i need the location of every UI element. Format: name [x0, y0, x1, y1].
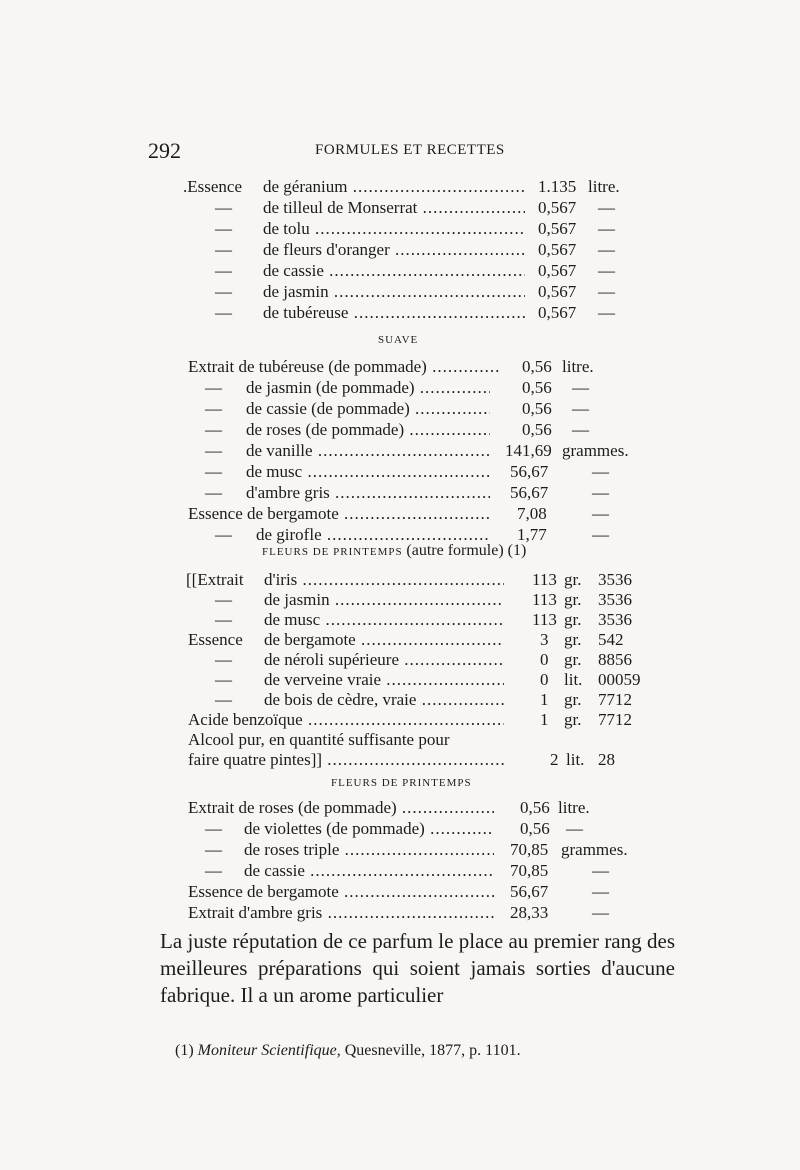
row-label: de roses (de pommade) .....	[246, 420, 490, 440]
row-prefix: —	[205, 819, 222, 838]
row-label: de vanille .....	[246, 441, 490, 461]
row-label: d'iris .....	[264, 570, 504, 590]
row-quantity: 113	[532, 590, 557, 609]
row-unit: litre.	[562, 357, 594, 376]
row-unit: —	[598, 303, 615, 322]
row-quantity: 7,08	[517, 504, 547, 523]
row-unit: gr.	[564, 610, 582, 629]
row-quantity: 56,67	[510, 462, 549, 481]
recipe-row	[0, 610, 800, 630]
recipe-row	[0, 819, 800, 839]
section-title-fleurs: FLEURS DE PRINTEMPS	[331, 777, 472, 789]
recipe-row	[0, 198, 800, 218]
row-label: de tubéreuse .....	[263, 303, 525, 323]
row-unit: —	[592, 903, 609, 922]
recipe-row	[0, 861, 800, 881]
row-prefix: —	[215, 670, 232, 689]
row-label: de bois de cèdre, vraie .....	[264, 690, 504, 710]
row-prefix: —	[215, 240, 232, 259]
row-quantity: 0,567	[538, 240, 577, 259]
row-unit: —	[572, 420, 589, 439]
recipe-row	[0, 903, 800, 923]
row-quantity: 70,85	[510, 861, 549, 880]
row-label: de fleurs d'oranger .....	[263, 240, 525, 260]
row-prefix: —	[215, 198, 232, 217]
row-unit: —	[598, 261, 615, 280]
row-label: de jasmin .....	[263, 282, 525, 302]
alcool-line-2: faire quatre pintes]] .....	[188, 750, 504, 770]
alcool-line-1: Alcool pur, en quantité suffisante pour	[188, 730, 450, 749]
row-label: de géranium .....	[263, 177, 525, 197]
row-unit: lit.	[566, 750, 585, 769]
row-prefix: —	[205, 483, 222, 502]
row-unit: —	[598, 198, 615, 217]
footnote-source: Moniteur Scientifique,	[197, 1042, 341, 1059]
row-quantity: 0,567	[538, 303, 577, 322]
row-prefix: .Essence	[183, 177, 243, 196]
row-prefix: —	[205, 441, 222, 460]
recipe-row	[0, 798, 800, 818]
row-label: Acide benzoïque .....	[188, 710, 504, 730]
row-label: de cassie (de pommade) .....	[246, 399, 490, 419]
row-prefix: Essence	[188, 630, 243, 649]
row-unit: —	[572, 399, 589, 418]
row-unit: litre.	[588, 177, 620, 196]
row-decimal: 542	[598, 630, 624, 649]
row-quantity: 0,56	[522, 399, 552, 418]
row-prefix: —	[205, 378, 222, 397]
row-unit: gr.	[564, 710, 582, 729]
row-label: de musc .....	[264, 610, 504, 630]
page-number: 292	[148, 138, 181, 163]
row-quantity: 1.135	[538, 177, 577, 196]
row-unit: —	[598, 219, 615, 238]
row-prefix: —	[205, 462, 222, 481]
row-unit: grammes.	[562, 441, 629, 460]
recipe-row	[0, 462, 800, 482]
section-title-suave: SUAVE	[378, 334, 419, 346]
row-quantity: 0	[540, 670, 549, 689]
row-prefix: —	[215, 303, 232, 322]
recipe-row	[0, 177, 800, 197]
recipe-row	[0, 840, 800, 860]
recipe-row	[0, 357, 800, 377]
row-prefix: [[Extrait	[186, 570, 244, 589]
running-title: FORMULES ET RECETTES	[315, 142, 505, 158]
row-unit: litre.	[558, 798, 590, 817]
row-label: Essence de bergamote .....	[188, 504, 490, 524]
row-label: de girofle .....	[256, 525, 490, 545]
row-quantity: 0,56	[522, 420, 552, 439]
section-title-note: (autre formule) (1)	[406, 542, 527, 559]
row-unit: —	[598, 282, 615, 301]
row-prefix: —	[215, 525, 232, 544]
row-decimal: 8856	[598, 650, 632, 669]
row-label: de néroli supérieure .....	[264, 650, 504, 670]
row-quantity: 3	[540, 630, 549, 649]
recipe-row	[0, 399, 800, 419]
row-decimal: 00059	[598, 670, 641, 689]
row-unit: gr.	[564, 690, 582, 709]
recipe-row	[0, 690, 800, 710]
row-prefix: —	[215, 650, 232, 669]
recipe-row	[0, 420, 800, 440]
recipe-row	[0, 630, 800, 650]
row-label: Extrait de roses (de pommade) .....	[188, 798, 494, 818]
row-quantity: 141,69	[505, 441, 552, 460]
row-quantity: 70,85	[510, 840, 549, 859]
row-label: Extrait d'ambre gris .....	[188, 903, 494, 923]
section-title-fleurs-autre	[262, 542, 526, 560]
row-quantity: 0,567	[538, 261, 577, 280]
recipe-row	[0, 750, 800, 770]
recipe-row	[0, 590, 800, 610]
row-label: de violettes (de pommade) .....	[244, 819, 494, 839]
row-quantity: 113	[532, 610, 557, 629]
row-label: de musc .....	[246, 462, 490, 482]
recipe-note-line	[0, 730, 800, 750]
recipe-row	[0, 710, 800, 730]
row-label: de cassie .....	[244, 861, 494, 881]
recipe-row	[0, 570, 800, 590]
row-unit: —	[592, 861, 609, 880]
row-quantity: 0	[540, 650, 549, 669]
recipe-row	[0, 650, 800, 670]
recipe-row	[0, 240, 800, 260]
row-quantity: 2	[550, 750, 559, 769]
row-label: de bergamote .....	[264, 630, 504, 650]
row-quantity: 56,67	[510, 882, 549, 901]
row-unit: —	[598, 240, 615, 259]
row-label: de jasmin (de pommade) .....	[246, 378, 490, 398]
row-quantity: 0,567	[538, 198, 577, 217]
row-quantity: 56,67	[510, 483, 549, 502]
row-decimal: 3536	[598, 590, 632, 609]
row-quantity: 113	[532, 570, 557, 589]
row-unit: —	[566, 819, 583, 838]
row-quantity: 1	[540, 710, 549, 729]
row-prefix: —	[215, 590, 232, 609]
row-quantity: 0,56	[522, 357, 552, 376]
recipe-row	[0, 378, 800, 398]
row-unit: —	[592, 525, 609, 544]
recipe-row	[0, 882, 800, 902]
row-label: de tilleul de Monserrat .....	[263, 198, 525, 218]
body-paragraph: La juste réputation de ce parfum le place au premier rang des meilleures préparations qui soient jamais sorties d'aucune fabrique. Il a un arome particulier	[160, 929, 675, 1007]
row-prefix: —	[205, 861, 222, 880]
row-quantity: 28,33	[510, 903, 549, 922]
row-prefix: —	[205, 420, 222, 439]
row-prefix: —	[215, 690, 232, 709]
footnote-reference: Quesneville, 1877, p. 1101.	[344, 1042, 521, 1059]
row-unit: —	[592, 504, 609, 523]
row-quantity: 0,567	[538, 282, 577, 301]
row-label: de verveine vraie .....	[264, 670, 504, 690]
recipe-row	[0, 282, 800, 302]
recipe-row	[0, 670, 800, 690]
row-label: Extrait de tubéreuse (de pommade) .....	[188, 357, 500, 377]
row-quantity: 0,56	[520, 819, 550, 838]
row-decimal: 3536	[598, 610, 632, 629]
recipe-row	[0, 219, 800, 239]
row-quantity: 0,56	[522, 378, 552, 397]
row-label: de jasmin .....	[264, 590, 504, 610]
row-unit: —	[592, 483, 609, 502]
row-unit: —	[592, 882, 609, 901]
row-quantity: 0,567	[538, 219, 577, 238]
row-unit: —	[592, 462, 609, 481]
recipe-row	[0, 303, 800, 323]
section-title-smallcaps: FLEURS DE PRINTEMPS	[262, 546, 403, 558]
row-label: d'ambre gris .....	[246, 483, 490, 503]
recipe-row	[0, 504, 800, 524]
row-unit: lit.	[564, 670, 583, 689]
recipe-row	[0, 441, 800, 461]
row-quantity: 1,77	[517, 525, 547, 544]
row-decimal: 7712	[598, 690, 632, 709]
row-unit: gr.	[564, 630, 582, 649]
row-label: Essence de bergamote .....	[188, 882, 494, 902]
row-unit: grammes.	[561, 840, 628, 859]
row-unit: gr.	[564, 590, 582, 609]
row-prefix: —	[215, 610, 232, 629]
row-unit: —	[572, 378, 589, 397]
footnote-mark: (1)	[175, 1042, 194, 1059]
row-quantity: 1	[540, 690, 549, 709]
row-prefix: —	[205, 840, 222, 859]
row-prefix: —	[215, 219, 232, 238]
row-label: de roses triple .....	[244, 840, 494, 860]
row-prefix: —	[205, 399, 222, 418]
footnote	[175, 1042, 521, 1060]
row-unit: gr.	[564, 570, 582, 589]
recipe-row	[0, 261, 800, 281]
row-label: de tolu .....	[263, 219, 525, 239]
page-header	[0, 138, 800, 168]
row-decimal: 7712	[598, 710, 632, 729]
row-quantity: 0,56	[520, 798, 550, 817]
row-prefix: —	[215, 261, 232, 280]
row-decimal: 3536	[598, 570, 632, 589]
row-prefix: —	[215, 282, 232, 301]
row-label: de cassie .....	[263, 261, 525, 281]
row-decimal: 28	[598, 750, 615, 769]
row-unit: gr.	[564, 650, 582, 669]
recipe-row	[0, 483, 800, 503]
